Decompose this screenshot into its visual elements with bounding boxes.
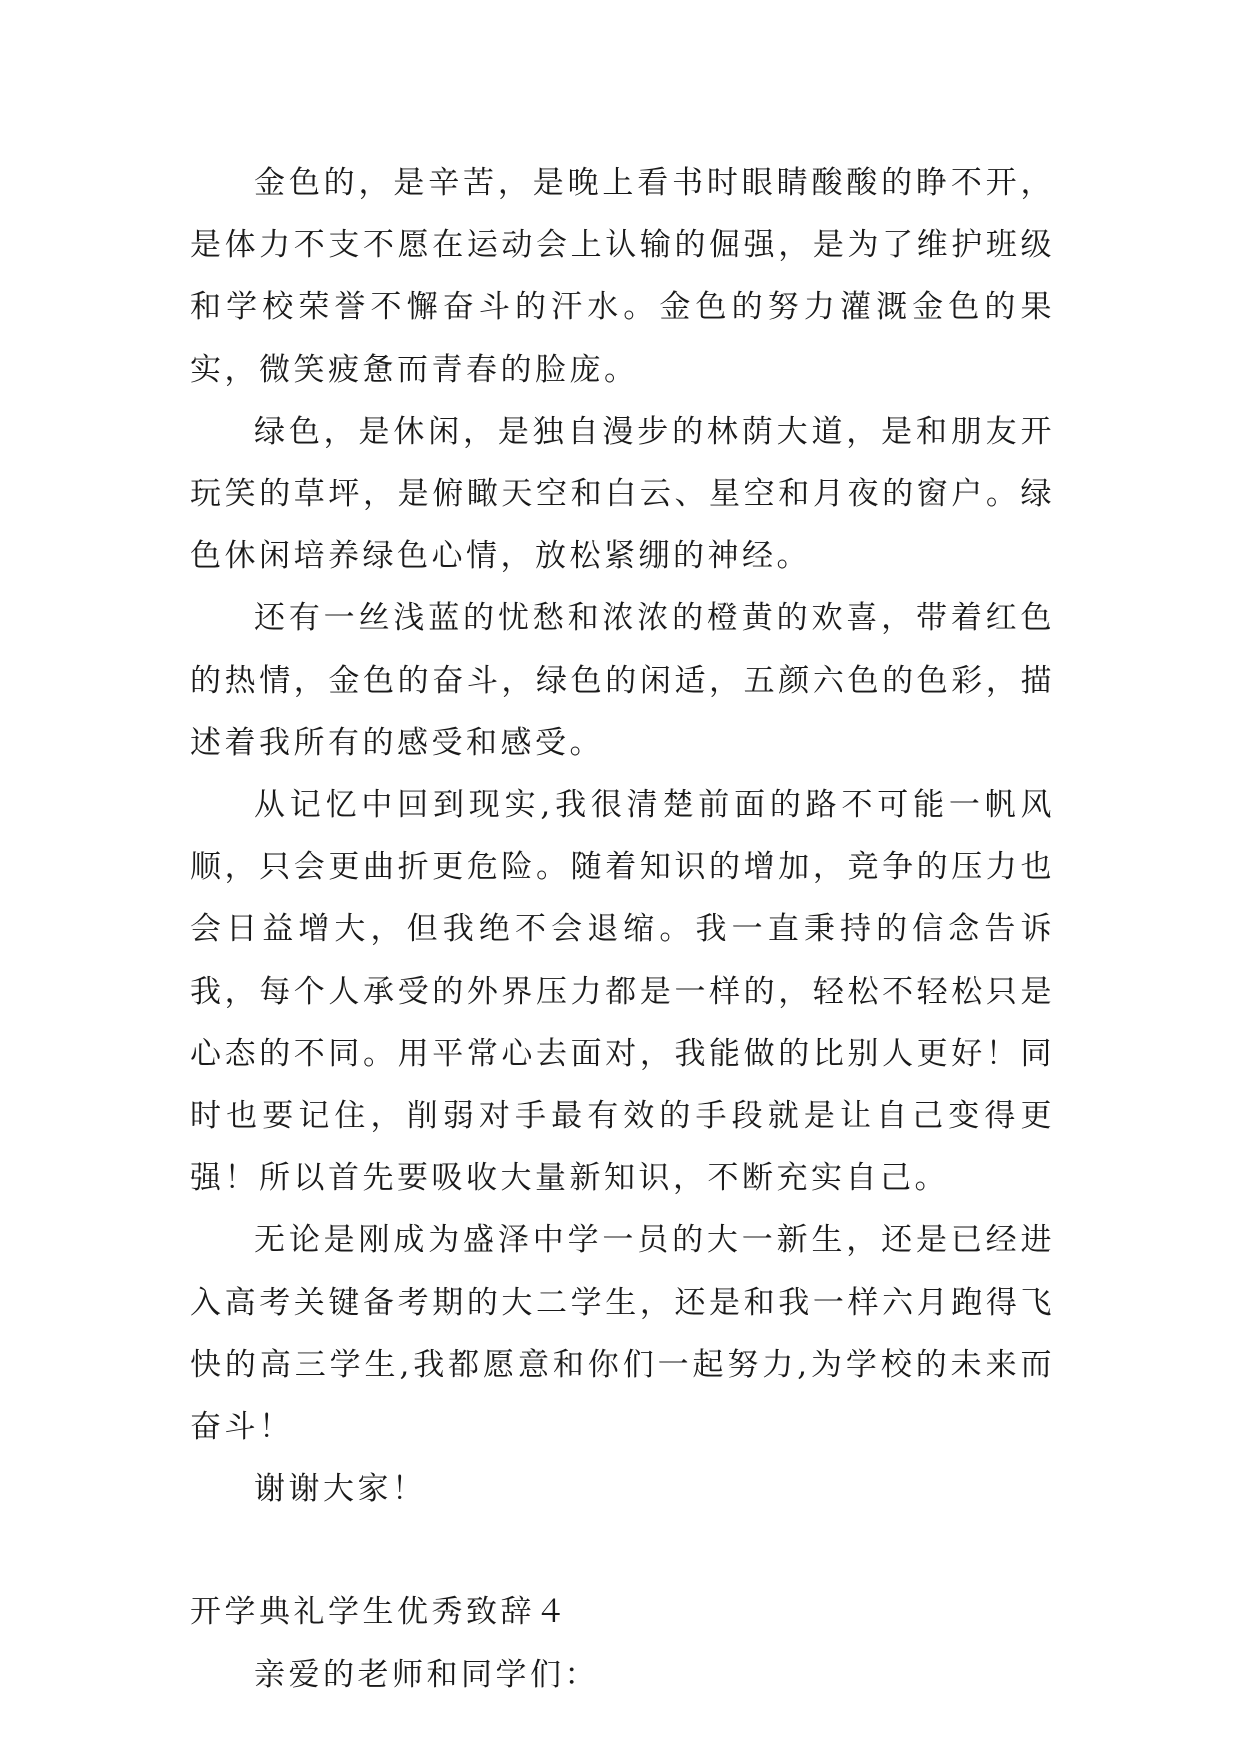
section-heading: 开学典礼学生优秀致辞４ — [190, 1594, 570, 1631]
paragraph-golden: 金色的，是辛苦，是晚上看书时眼睛酸酸的睁不开，是体力不支不愿在运动会上认输的倔强，是为了维护班级和学校荣誉不懈奋斗的汗水。金色的努力灌溉金色的果实，微笑疲惫而青春的脸庞。 — [190, 165, 1055, 388]
paragraph-greeting: 亲爱的老师和同学们： — [254, 1656, 599, 1693]
document-body — [190, 152, 1055, 1706]
paragraph-reality: 从记忆中回到现实,我很清楚前面的路不可能一帆风顺，只会更曲折更危险。随着知识的增加，竞争的压力也会日益增大，但我绝不会退缩。我一直秉持的信念告诉我，每个人承受的外界压力都是一样的，轻松不轻松只是心态的不同。用平常心去面对，我能做的比别人更好！同时也要记住，削弱对手最有效的手段就是让自己变得更强！所以首先要吸收大量新知识，不断充实自己。 — [190, 787, 1055, 1197]
paragraph-green: 绿色，是休闲，是独自漫步的林荫大道，是和朋友开玩笑的草坪，是俯瞰天空和白云、星空和月夜的窗户。绿色休闲培养绿色心情，放松紧绷的神经。 — [190, 413, 1055, 575]
paragraph-students: 无论是刚成为盛泽中学一员的大一新生，还是已经进入高考关键备考期的大二学生，还是和我一样六月跑得飞快的高三学生,我都愿意和你们一起努力,为学校的未来而奋斗！ — [190, 1222, 1055, 1446]
paragraph-thanks: 谢谢大家！ — [254, 1471, 427, 1508]
paragraph-colors: 还有一丝浅蓝的忧愁和浓浓的橙黄的欢喜，带着红色的热情，金色的奋斗，绿色的闲适，五颜六色的色彩，描述着我所有的感受和感受。 — [190, 600, 1055, 761]
